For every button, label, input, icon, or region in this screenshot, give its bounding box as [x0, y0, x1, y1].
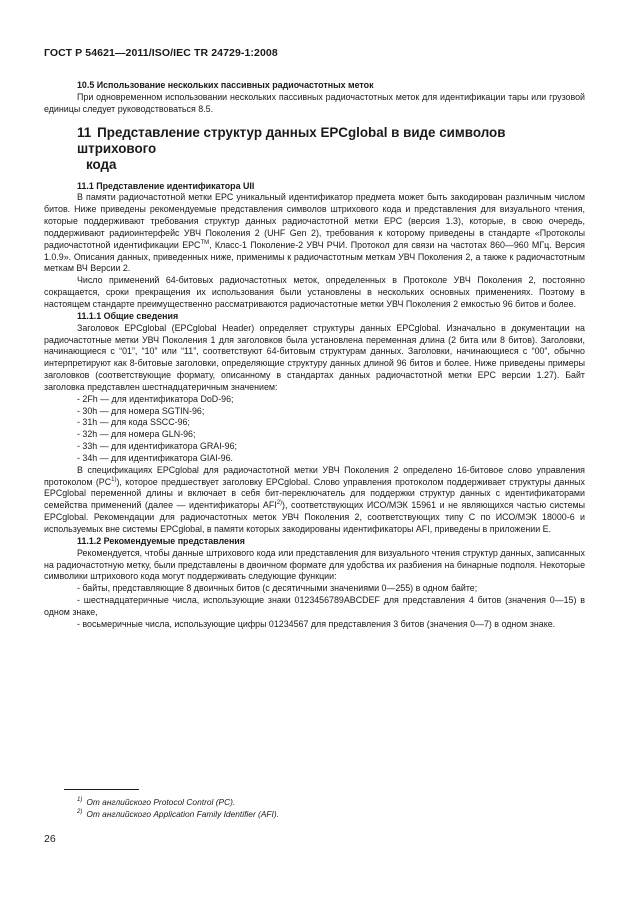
- header-list-item: - 31h — для кода SSCC-96;: [77, 417, 190, 428]
- page-number: 26: [44, 833, 56, 845]
- footnote-1-mark: 1): [77, 797, 83, 804]
- footnote-2-mark: 2): [77, 809, 83, 816]
- trademark-mark: TM: [200, 239, 210, 246]
- p1-part-b: , Класс-1 Поколение-2 УВЧ РЧИ. Протокол для связи на частотах 860—960 МГц. Версия 1.0.9». Описания данных, приведенных ниже, применимы к радиочастотным меткам УВЧ Поколения 2, а также к радиочастотным меткам ВЧ Версии 2.: [44, 239, 585, 274]
- section-10-5-text: При одновременном использовании нескольких пассивных радиочастотных меток для идентификации тары или грузовой единицы следует руководствоваться 8.5.: [44, 91, 585, 114]
- section-11-1-title: 11.1 Представление идентификатора UII: [77, 180, 255, 191]
- footnote-ref-2[interactable]: 2): [276, 500, 283, 507]
- section-11-1-2-paragraph-1: Рекомендуется, чтобы данные штрихового кода или представления для визуального чтения структур данных, записанных на радиочастотную метку, были представлены в двоичном формате для удобства их разбиения на бинарные подполя. Некоторые символики штрихового кода могут поддерживать следующие функции:: [44, 547, 585, 582]
- footnote-ref-1[interactable]: 1): [111, 476, 117, 483]
- footnotes: [77, 796, 279, 820]
- p2-part-b: ), которое предшествует заголовку EPCglobal. Слово управления протоколом поддерживает структуры данных EPCglobal переменной длины и включает в себя бит-переключатель для поддержки структур данных с идентификаторами семейства применений (далее — идентификаторы AFI: [44, 476, 585, 511]
- section-11-heading: [44, 125, 585, 173]
- section-11-1-1-paragraph-1: Заголовок EPCglobal (EPCglobal Header) определяет структуры данных EPCglobal. Изначально в документации на радиочастотные метки УВЧ Поколения 1 для заголовков была установлена переменная длина (2 бита или 8 битов). Заголовки, начинающиеся с “01”, “10” или “11”, соответствуют 64-битовым структурам данных. Заголовки, начинающиеся с “00”, обычно интерпретируют как 8-битовые заголовки, определяющие структуру данных длиной 96 битов и более. Ниже приведены примеры заголовков (соответствующие формату, описанному в стандартах данных радиочастотной метки EPC версии 1.27). Байт заголовка представлен шестнадцатеричным значением:: [44, 322, 585, 392]
- p1-part-a: В памяти радиочастотной метки EPC уникальный идентификатор предмета может быть закодирован различным числом битов. Ниже приведены рекомендуемые представления символов штрихового кода и представления для визуального чтения, которые поддерживают требования структур данных радиочастотной метки EPC (версия 1.3), которые, в свою очередь, поддерживают радиоинтерфейс УВЧ Поколения 2 (UHF Gen 2), требования к которому приведены в стандарте «Протоколы радиочастотной идентификации EPC: [44, 192, 585, 250]
- section-11-title-line2: кода: [86, 156, 117, 172]
- function-list-item: - восьмеричные числа, использующие цифры 01234567 для представления 3 битов (значения 0—7) в одном знаке.: [77, 618, 556, 629]
- section-11-number: 11: [77, 124, 92, 140]
- header-list-item: - 2Fh — для идентификатора DoD-96;: [77, 393, 234, 404]
- footnote-divider: [64, 789, 139, 790]
- section-11-1-paragraph-1: [44, 192, 585, 275]
- function-list-item: - байты, представляющие 8 двоичных битов (с десятичными значениями 0—255) в одном байте;: [77, 583, 478, 594]
- footnote-1: [77, 796, 279, 808]
- function-list-item: - шестнадцатеричные числа, использующие знаки 0123456789ABCDEF для представления 4 битов (значения 0—15) в одном знаке,: [44, 595, 585, 617]
- section-10-5-title: 10.5 Использование нескольких пассивных радиочастотных меток: [77, 80, 374, 90]
- header-list-item: - 32h — для номера GLN-96;: [77, 429, 196, 440]
- section-11-title-line1: Представление структур данных EPCglobal в виде символов штрихового: [77, 124, 506, 156]
- section-11-1-paragraph-2: Число применений 64-битовых радиочастотных меток, определенных в Протоколе УВЧ Поколения 2, постоянно сокращается, сроки прекращения их использования были установлены в нескольких основных применениях. Поэтому в настоящем стандарте преимущественно рассматриваются радиочастотные метки УВЧ Поколения 2 емкостью 96 битов и более.: [44, 275, 585, 309]
- section-11-1-1-title: 11.1.1 Общие сведения: [77, 310, 179, 321]
- p2-part-c: ), соответствующих ИСО/МЭК 15961 и не являющихся частью системы EPCglobal. Рекомендации для радиочастотных меток УВЧ Поколения 2, соответствующих типу С по ИСО/МЭК 18000-6 и используемых вне системы EPCglobal, в памяти которых закодированы идентификаторы AFI, приведены в приложении Е.: [44, 500, 585, 534]
- p2-part-a: В спецификациях EPCglobal для радиочастотной метки УВЧ Поколения 2 определено 16-битовое слово управления протоколом (PC: [44, 464, 585, 487]
- footnote-2: [77, 808, 279, 820]
- page-header-standard: ГОСТ Р 54621—2011/ISO/IEC TR 24729-1:2008: [44, 47, 278, 59]
- header-list-item: - 30h — для номера SGTIN-96;: [77, 405, 205, 416]
- footnote-2-text: От английского Application Family Identifier (AFI).: [86, 809, 279, 819]
- header-list-item: - 34h — для идентификатора GIAI-96.: [77, 452, 234, 463]
- section-11-1-1-paragraph-2: [44, 465, 585, 536]
- section-11-1-2-title: 11.1.2 Рекомендуемые представления: [77, 535, 245, 546]
- footnote-1-text: От английского Protocol Control (PC).: [86, 797, 236, 807]
- header-list-item: - 33h — для идентификатора GRAI-96;: [77, 441, 237, 452]
- page-body: [44, 80, 585, 631]
